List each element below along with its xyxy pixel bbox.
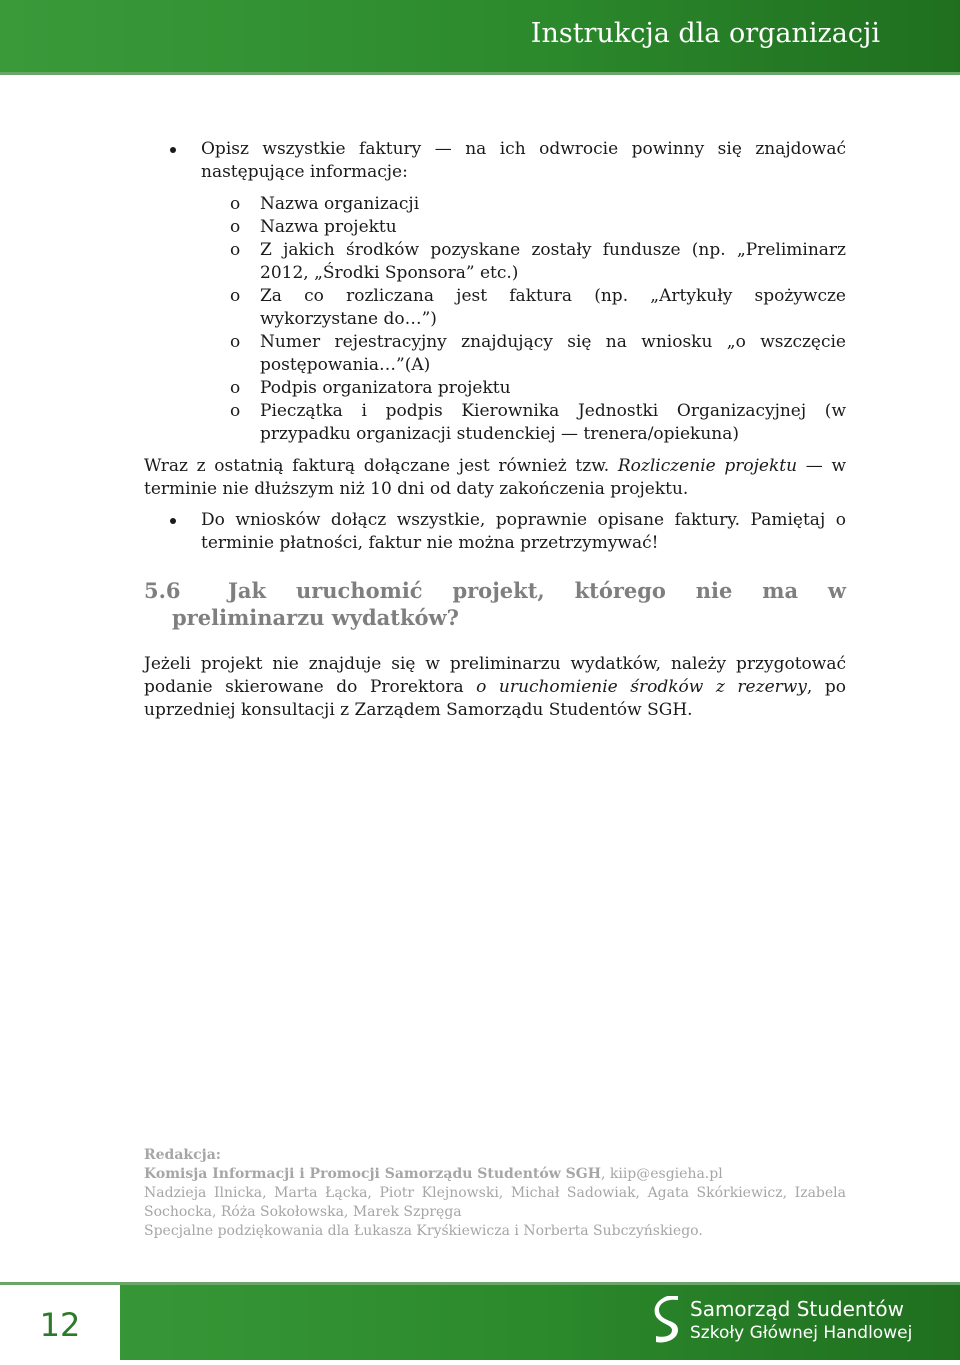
credits-email: , kiip@esgieha.pl: [600, 1166, 723, 1182]
section-heading: [144, 577, 846, 631]
list-item: o Pieczątka i podpis Kierownika Jednostki Organizacyjnej (w przypadku organizacji studenckiej — trenera/opiekuna): [230, 401, 846, 444]
logo-line-1: Samorząd Studentów: [690, 1297, 905, 1321]
page-header: [0, 0, 960, 75]
bullet-text: Opisz wszystkie faktury — na ich odwrocie powinny się znajdować następujące informacje:: [201, 139, 846, 182]
list-item: o Numer rejestracyjny znajdujący się na wniosku „o wszczęcie postępowania…”(A): [230, 332, 846, 375]
credits-block: [144, 1146, 846, 1241]
circle-bullet-icon: o: [230, 240, 241, 260]
footer-logo-text: [690, 1296, 912, 1344]
header-title: Instrukcja dla organizacji: [530, 18, 880, 49]
list-item: o Za co rozliczana jest faktura (np. „Artykuły spożywcze wykorzystane do…”): [230, 286, 846, 329]
circle-bullet-icon: o: [230, 286, 241, 306]
circle-bullet-icon: o: [230, 217, 241, 237]
invoice-info-list: [144, 193, 846, 446]
credits-names: Nadzieja Ilnicka, Marta Łącka, Piotr Klejnowski, Michał Sadowiak, Agata Skórkiewicz, Izabela Sochocka, Róża Sokołowska, Marek Szpręga: [144, 1185, 846, 1220]
list-item: o Nazwa projektu: [230, 217, 397, 237]
page-content: [144, 138, 846, 722]
settlement-term: Rozliczenie projektu: [617, 456, 798, 476]
bullet-item-attach: [144, 509, 846, 555]
credits-thanks: Specjalne podziękowania dla Łukasza Kryśkiewicza i Norberta Subczyńskiego.: [144, 1223, 703, 1239]
bullet-item-invoices: [144, 138, 846, 184]
bullet-text: Do wniosków dołącz wszystkie, poprawnie opisane faktury. Pamiętaj o terminie płatności, faktur nie można przetrzymywać!: [201, 510, 846, 553]
credits-label: Redakcja:: [144, 1147, 221, 1163]
circle-bullet-icon: o: [230, 378, 241, 398]
section-title: Jak uruchomić projekt, którego nie ma w preliminarzu wydatków?: [172, 578, 846, 630]
circle-bullet-icon: o: [230, 332, 241, 352]
credits-committee: Komisja Informacji i Promocji Samorządu Studentów SGH: [144, 1166, 601, 1182]
list-item: o Z jakich środków pozyskane zostały fundusze (np. „Preliminarz 2012, „Środki Sponsora” etc.): [230, 240, 846, 283]
list-item: o Podpis organizatora projektu: [230, 378, 511, 398]
credits-committee-line: [144, 1165, 846, 1184]
list-item: o Nazwa organizacji: [230, 194, 420, 214]
bullet-icon: [170, 518, 176, 524]
section-number: 5.6: [144, 578, 181, 603]
paragraph-reserve: Jeżeli projekt nie znajduje się w preliminarzu wydatków, należy przygotować podanie skierowane do Prorektora o uruchomienie środków z rezerwy, po uprzedniej konsultacji z Zarządem Samorządu Studentów SGH.: [144, 654, 846, 720]
circle-bullet-icon: o: [230, 401, 241, 421]
circle-bullet-icon: o: [230, 194, 241, 214]
reserve-term: o uruchomienie środków z rezerwy: [476, 677, 807, 697]
page-number: 12: [0, 1282, 120, 1360]
logo-line-2: Szkoły Głównej Handlowej: [690, 1323, 913, 1343]
samorzad-logo-icon: [652, 1296, 684, 1348]
paragraph-settlement: Wraz z ostatnią fakturą dołączane jest również tzw. Rozliczenie projektu — w terminie nie dłuższym niż 10 dni od daty zakończenia projektu.: [144, 456, 847, 499]
bullet-icon: [170, 147, 176, 153]
